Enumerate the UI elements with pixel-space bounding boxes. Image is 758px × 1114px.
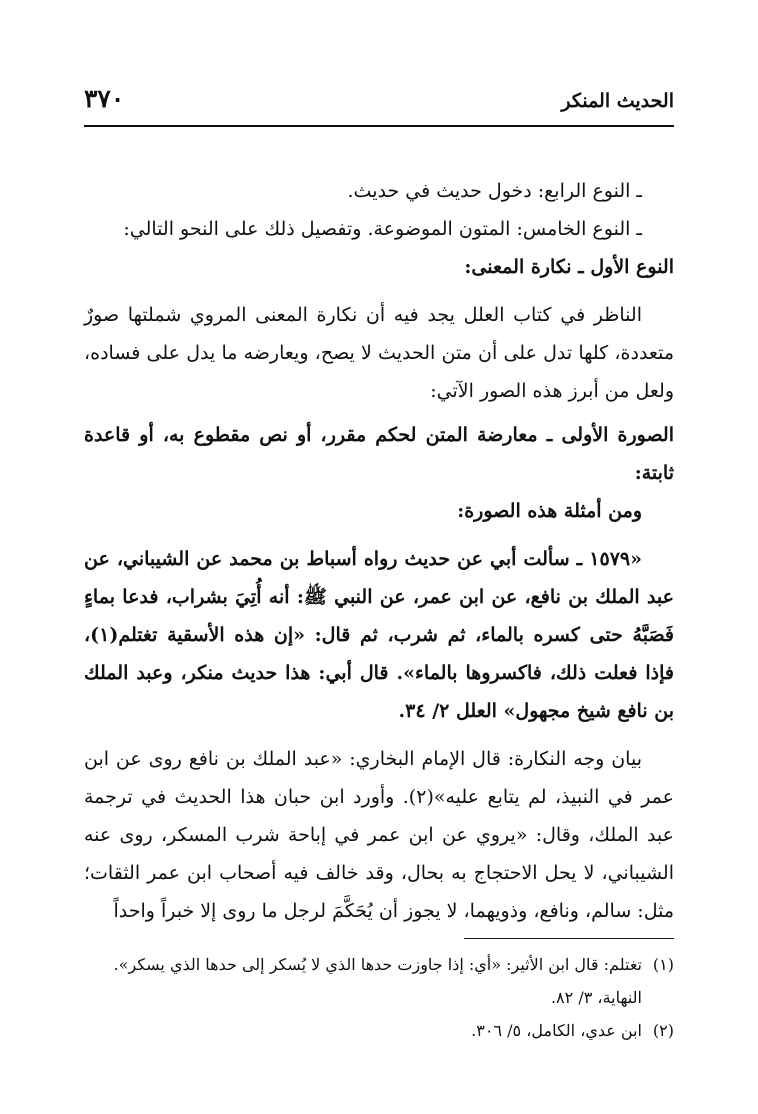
- footnote-item: [84, 948, 674, 981]
- intro-paragraph: الناظر في كتاب العلل يجد فيه أن نكارة المعنى المروي شملتها صورٌ متعددة، كلها تدل على أن متن الحديث لا يصح، ويعارضه ما يدل على فساده، ولعل من أبرز هذه الصور الآتي:: [84, 304, 674, 402]
- footnote-number: (٢): [652, 1021, 674, 1040]
- explanation-paragraph: بيان وجه النكارة: قال الإمام البخاري: «عبد الملك بن نافع روى عن ابن عمر في النبيذ، لم يتابع عليه»(٢). وأورد ابن حبان هذا الحديث في ترجمة عبد الملك، وقال: «يروي عن ابن عمر في إباحة شرب المسكر، روى عنه الشيباني، لا يحل الاحتجاج به بحال، وقد خالف فيه أصحاب ابن عمر الثقات؛ مثل: سالم، ونافع، وذويهما، لا يجوز أن يُحَكَّمَ لرجل ما روى إلا خبراً واحداً: [84, 748, 674, 922]
- page-number: ٣٧٠: [84, 84, 125, 113]
- examples-label: ومن أمثلة هذه الصورة:: [457, 500, 642, 522]
- footnote-text: تغتلم: قال ابن الأثير: «أي: إذا جاوزت حدها الذي لا يُسكر إلى حدها الذي يسكر».: [113, 955, 642, 974]
- footnotes: [84, 948, 674, 1047]
- footnote-number: (١): [652, 955, 674, 974]
- running-title: الحديث المنكر: [561, 90, 674, 112]
- type-four-line: ـ النوع الرابع: دخول حديث في حديث.: [347, 180, 642, 202]
- footnote-text: ابن عدي، الكامل، ٥/ ٣٠٦.: [471, 1021, 642, 1040]
- hadith-quote: «١٥٧٩ ـ سألت أبي عن حديث رواه أسباط بن محمد عن الشيباني، عن عبد الملك بن نافع، عن ابن عمر، عن النبي ﷺ: أنه أُتِيَ بشراب، فدعا بماءٍ فَصَبَّهُ حتى كسره بالماء، ثم شرب، ثم قال: «إن هذه الأسقية تغتلم(١)، فإذا فعلت ذلك، فاكسروها بالماء». قال أبي: هذا حديث منكر، وعبد الملك بن نافع شيخ مجهول» العلل ٢/ ٣٤.: [84, 548, 674, 722]
- type-one-heading: النوع الأول ـ نكارة المعنى:: [464, 256, 674, 278]
- running-header: [84, 84, 674, 120]
- footnote-continuation: النهاية، ٣/ ٨٢.: [550, 988, 642, 1007]
- footnote-rule: [464, 938, 674, 939]
- footnote-item: [84, 1014, 674, 1047]
- form-one-heading: الصورة الأولى ـ معارضة المتن لحكم مقرر، أو نص مقطوع به، أو قاعدة ثابتة:: [84, 424, 674, 484]
- header-rule: [84, 125, 674, 127]
- main-text: [84, 172, 674, 930]
- type-five-line: ـ النوع الخامس: المتون الموضوعة. وتفصيل ذلك على النحو التالي:: [123, 218, 642, 240]
